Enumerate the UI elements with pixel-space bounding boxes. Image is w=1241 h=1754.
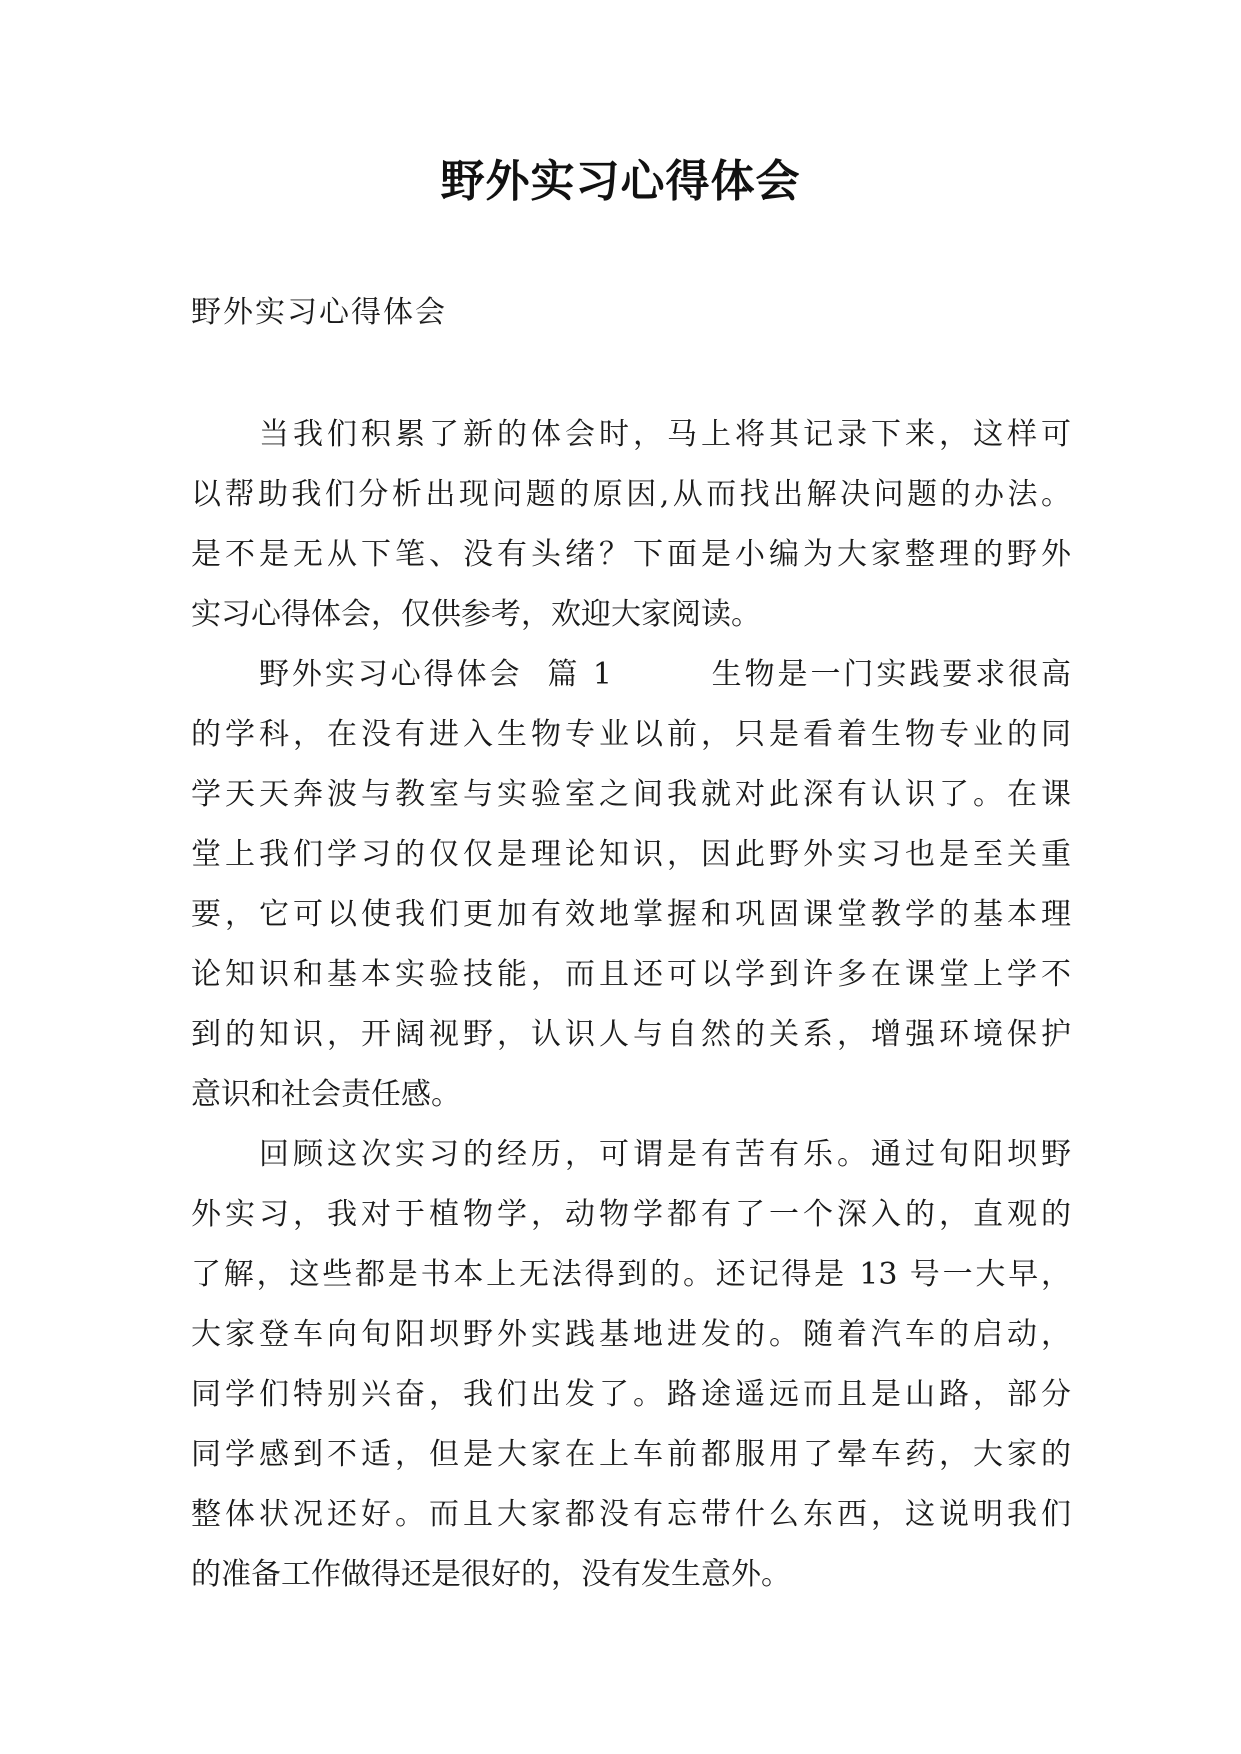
text-line: 是不是无从下笔、没有头绪？下面是小编为大家整理的野外 [191,537,1071,572]
document-body [191,405,1071,1605]
paragraph [191,1125,1071,1605]
text-line: 堂上我们学习的仅仅是理论知识，因此野外实习也是至关重 [191,837,1071,872]
text-line: 意识和社会责任感。 [191,1077,461,1112]
paragraph [191,405,1071,645]
document-title: 野外实习心得体会 [440,156,801,207]
text-line: 的学科，在没有进入生物专业以前，只是看着生物专业的同 [191,717,1071,752]
text-line: 要，它可以使我们更加有效地掌握和巩固课堂教学的基本理 [191,897,1071,932]
document-subtitle: 野外实习心得体会 [191,295,447,330]
paragraph [191,645,1071,1125]
text-line: 回顾这次实习的经历，可谓是有苦有乐。通过旬阳坝野 [259,1137,1071,1172]
text-line: 大家登车向旬阳坝野外实践基地进发的。随着汽车的启动， [191,1317,1071,1352]
text-line: 的准备工作做得还是很好的，没有发生意外。 [191,1557,791,1592]
text-line: 到的知识，开阔视野，认识人与自然的关系，增强环境保护 [191,1017,1071,1052]
text-line: 实习心得体会，仅供参考，欢迎大家阅读。 [191,597,761,632]
text-line: 野外实习心得体会 篇 1 生物是一门实践要求很高 [259,657,1071,692]
text-line: 当我们积累了新的体会时，马上将其记录下来，这样可 [259,417,1071,452]
text-line: 以帮助我们分析出现问题的原因,从而找出解决问题的办法。 [191,477,1071,512]
text-line: 论知识和基本实验技能，而且还可以学到许多在课堂上学不 [191,957,1071,992]
text-line: 外实习，我对于植物学，动物学都有了一个深入的，直观的 [191,1197,1071,1232]
text-line: 同学们特别兴奋，我们出发了。路途遥远而且是山路，部分 [191,1377,1071,1412]
text-line: 整体状况还好。而且大家都没有忘带什么东西，这说明我们 [191,1497,1071,1532]
text-line: 学天天奔波与教室与实验室之间我就对此深有认识了。在课 [191,777,1071,812]
text-line: 同学感到不适，但是大家在上车前都服用了晕车药，大家的 [191,1437,1071,1472]
text-line: 了解，这些都是书本上无法得到的。还记得是 13 号一大早， [191,1257,1071,1292]
